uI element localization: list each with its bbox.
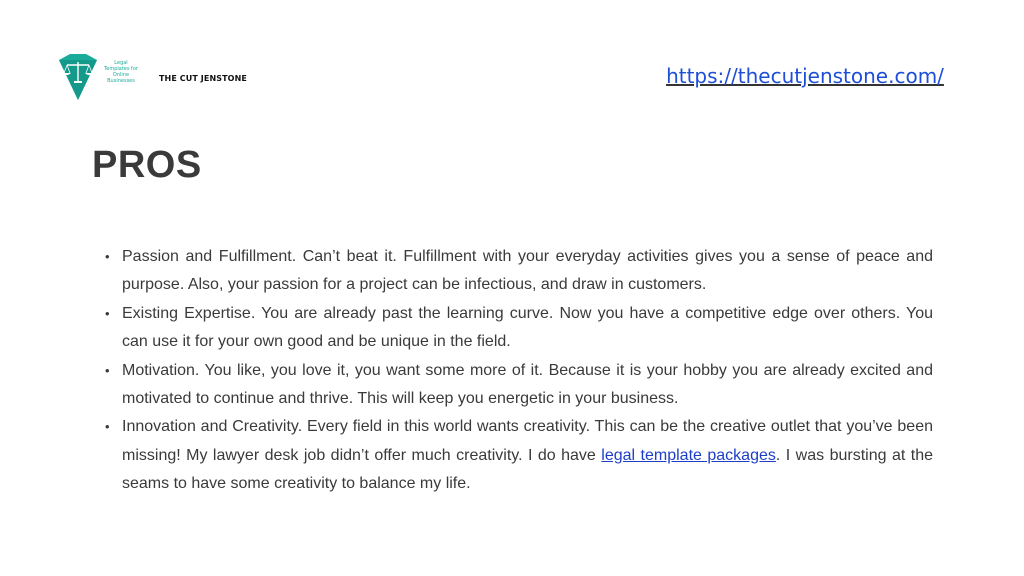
list-item-text: Passion and Fulfillment. Can’t beat it. Fulfillment with your everyday activities gives you a sense of peace and purpose. Also, your passion for a project can be infectious, and draw in customers. [122, 248, 933, 294]
bullet-icon: • [105, 419, 110, 435]
list-item-text: Innovation and Creativity. Every field in this world wants creativity. This can be the creative outlet that you’ve been missing! My lawyer desk job didn’t offer much creativity. I do have [122, 418, 933, 464]
brand-name: THE CUT JENSTONE [159, 74, 247, 83]
logo [56, 54, 151, 104]
bullet-icon: • [105, 249, 110, 264]
list-item-text: Motivation. You like, you love it, you want some more of it. Because it is your hobby you are already excited and motivated to continue and thrive. This will keep you energetic in your business. [122, 361, 933, 408]
logo-tagline: Legal Templates for Online Businesses [104, 60, 138, 84]
bullet-icon: • [105, 362, 110, 378]
legal-templates-link[interactable]: legal template packages [601, 446, 776, 464]
list-item-text: Existing Expertise. You are already past the learning curve. Now you have a competitive edge over others. You can use it for your own good and be unique in the field. [122, 304, 933, 351]
list-item [103, 413, 933, 498]
bullet-icon: • [105, 305, 110, 321]
website-link[interactable]: https://thecutjenstone.com/ [666, 64, 944, 88]
page-title: PROS [92, 144, 202, 186]
list-item [103, 300, 933, 357]
list-item [103, 357, 933, 414]
pros-list [103, 243, 933, 499]
list-item [103, 243, 933, 300]
list-item-text: . I was bursting at the seams to have some creativity to balance my life. [122, 446, 934, 493]
